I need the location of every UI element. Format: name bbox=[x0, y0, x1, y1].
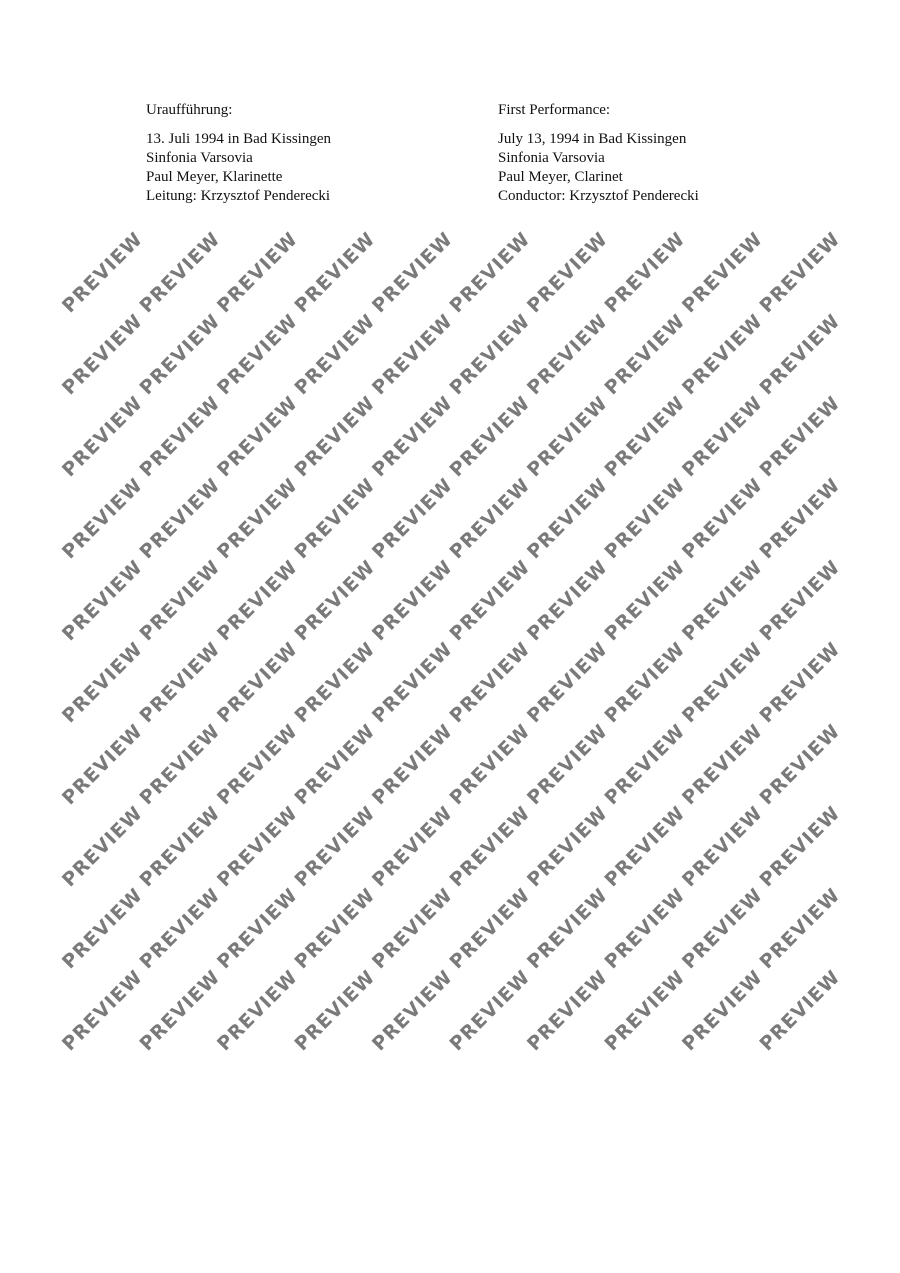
watermark-text: PREVIEW bbox=[290, 884, 380, 974]
watermark-text: PREVIEW bbox=[755, 720, 845, 810]
watermark-text: PREVIEW bbox=[290, 638, 380, 728]
watermark-text: PREVIEW bbox=[600, 228, 690, 318]
watermark-text: PREVIEW bbox=[600, 802, 690, 892]
watermark-text: PREVIEW bbox=[135, 474, 225, 564]
premiere-info-english bbox=[498, 101, 699, 206]
watermark-text: PREVIEW bbox=[368, 310, 458, 400]
watermark-text: PREVIEW bbox=[523, 720, 613, 810]
watermark-text: PREVIEW bbox=[678, 966, 768, 1056]
premiere-date-place-german: 13. Juli 1994 in Bad Kissingen bbox=[146, 131, 332, 147]
watermark-text: PREVIEW bbox=[135, 638, 225, 728]
watermark-text: PREVIEW bbox=[678, 556, 768, 646]
watermark-text: PREVIEW bbox=[523, 884, 613, 974]
watermark-text: PREVIEW bbox=[290, 802, 380, 892]
watermark-text: PREVIEW bbox=[755, 392, 845, 482]
watermark-text: PREVIEW bbox=[213, 638, 303, 728]
watermark-text: PREVIEW bbox=[368, 884, 458, 974]
watermark-text: PREVIEW bbox=[523, 310, 613, 400]
watermark-text: PREVIEW bbox=[600, 966, 690, 1056]
watermark-text: PREVIEW bbox=[368, 228, 458, 318]
watermark-text: PREVIEW bbox=[135, 310, 225, 400]
watermark-text: PREVIEW bbox=[213, 720, 303, 810]
watermark-text: PREVIEW bbox=[58, 310, 148, 400]
premiere-conductor-english: Conductor: Krzysztof Penderecki bbox=[498, 188, 699, 204]
premiere-heading-english: First Performance: bbox=[498, 102, 611, 118]
watermark-text: PREVIEW bbox=[135, 556, 225, 646]
watermark-text: PREVIEW bbox=[445, 228, 535, 318]
watermark-text: PREVIEW bbox=[678, 884, 768, 974]
watermark-text: PREVIEW bbox=[600, 310, 690, 400]
watermark-text: PREVIEW bbox=[213, 310, 303, 400]
watermark-text: PREVIEW bbox=[368, 556, 458, 646]
watermark-text: PREVIEW bbox=[678, 474, 768, 564]
watermark-text: PREVIEW bbox=[58, 392, 148, 482]
watermark-text: PREVIEW bbox=[135, 720, 225, 810]
watermark-text: PREVIEW bbox=[135, 392, 225, 482]
watermark-text: PREVIEW bbox=[445, 556, 535, 646]
watermark-text: PREVIEW bbox=[368, 966, 458, 1056]
watermark-text: PREVIEW bbox=[290, 228, 380, 318]
watermark-text: PREVIEW bbox=[755, 638, 845, 728]
premiere-info-german bbox=[146, 101, 331, 206]
premiere-heading-german: Uraufführung: bbox=[146, 102, 233, 118]
watermark-text: PREVIEW bbox=[58, 474, 148, 564]
watermark-text: PREVIEW bbox=[600, 474, 690, 564]
watermark-text: PREVIEW bbox=[368, 638, 458, 728]
premiere-conductor-german: Leitung: Krzysztof Penderecki bbox=[146, 188, 331, 204]
watermark-text: PREVIEW bbox=[523, 228, 613, 318]
watermark-text: PREVIEW bbox=[523, 966, 613, 1056]
watermark-text: PREVIEW bbox=[523, 474, 613, 564]
premiere-orchestra-german: Sinfonia Varsovia bbox=[146, 150, 253, 166]
watermark-text: PREVIEW bbox=[290, 392, 380, 482]
watermark-text: PREVIEW bbox=[600, 392, 690, 482]
watermark-text: PREVIEW bbox=[445, 802, 535, 892]
watermark-text: PREVIEW bbox=[58, 720, 148, 810]
watermark-text: PREVIEW bbox=[600, 884, 690, 974]
watermark-text: PREVIEW bbox=[523, 392, 613, 482]
watermark-text: PREVIEW bbox=[58, 228, 148, 318]
watermark-text: PREVIEW bbox=[213, 802, 303, 892]
watermark-text: PREVIEW bbox=[445, 638, 535, 728]
premiere-orchestra-english: Sinfonia Varsovia bbox=[498, 150, 605, 166]
watermark-text: PREVIEW bbox=[290, 556, 380, 646]
watermark-text: PREVIEW bbox=[213, 228, 303, 318]
watermark-text: PREVIEW bbox=[368, 802, 458, 892]
watermark-text: PREVIEW bbox=[368, 392, 458, 482]
watermark-text: PREVIEW bbox=[600, 638, 690, 728]
watermark-text: PREVIEW bbox=[678, 392, 768, 482]
watermark-text: PREVIEW bbox=[523, 802, 613, 892]
watermark-text: PREVIEW bbox=[600, 556, 690, 646]
watermark-text: PREVIEW bbox=[678, 228, 768, 318]
watermark-text: PREVIEW bbox=[58, 638, 148, 728]
watermark-text: PREVIEW bbox=[600, 720, 690, 810]
watermark-text: PREVIEW bbox=[445, 310, 535, 400]
watermark-text: PREVIEW bbox=[678, 310, 768, 400]
watermark-text: PREVIEW bbox=[755, 884, 845, 974]
premiere-date-place-english: July 13, 1994 in Bad Kissingen bbox=[498, 131, 687, 147]
watermark-text: PREVIEW bbox=[445, 392, 535, 482]
watermark-text: PREVIEW bbox=[290, 310, 380, 400]
watermark-text: PREVIEW bbox=[213, 966, 303, 1056]
watermark-text: PREVIEW bbox=[213, 474, 303, 564]
watermark-text: PREVIEW bbox=[445, 884, 535, 974]
watermark-text: PREVIEW bbox=[678, 720, 768, 810]
watermark-text: PREVIEW bbox=[445, 474, 535, 564]
watermark-text: PREVIEW bbox=[135, 228, 225, 318]
watermark-text: PREVIEW bbox=[290, 720, 380, 810]
watermark-text: PREVIEW bbox=[135, 802, 225, 892]
watermark-text: PREVIEW bbox=[58, 966, 148, 1056]
watermark-text: PREVIEW bbox=[755, 228, 845, 318]
watermark-text: PREVIEW bbox=[213, 392, 303, 482]
watermark-text: PREVIEW bbox=[445, 966, 535, 1056]
watermark-text: PREVIEW bbox=[523, 556, 613, 646]
watermark-text: PREVIEW bbox=[678, 638, 768, 728]
watermark-text: PREVIEW bbox=[368, 474, 458, 564]
premiere-soloist-german: Paul Meyer, Klarinette bbox=[146, 169, 283, 185]
watermark-text: PREVIEW bbox=[445, 720, 535, 810]
watermark-text: PREVIEW bbox=[290, 474, 380, 564]
watermark-text: PREVIEW bbox=[213, 884, 303, 974]
premiere-soloist-english: Paul Meyer, Clarinet bbox=[498, 169, 623, 185]
watermark-text: PREVIEW bbox=[290, 966, 380, 1056]
watermark-text: PREVIEW bbox=[213, 556, 303, 646]
watermark-text: PREVIEW bbox=[755, 310, 845, 400]
watermark-text: PREVIEW bbox=[58, 556, 148, 646]
watermark-text: PREVIEW bbox=[755, 556, 845, 646]
watermark-text: PREVIEW bbox=[368, 720, 458, 810]
watermark-text: PREVIEW bbox=[58, 884, 148, 974]
watermark-text: PREVIEW bbox=[755, 966, 845, 1056]
watermark-text: PREVIEW bbox=[755, 474, 845, 564]
watermark-text: PREVIEW bbox=[135, 966, 225, 1056]
watermark-text: PREVIEW bbox=[58, 802, 148, 892]
watermark-text: PREVIEW bbox=[678, 802, 768, 892]
watermark-text: PREVIEW bbox=[523, 638, 613, 728]
watermark-text: PREVIEW bbox=[755, 802, 845, 892]
watermark-text: PREVIEW bbox=[135, 884, 225, 974]
